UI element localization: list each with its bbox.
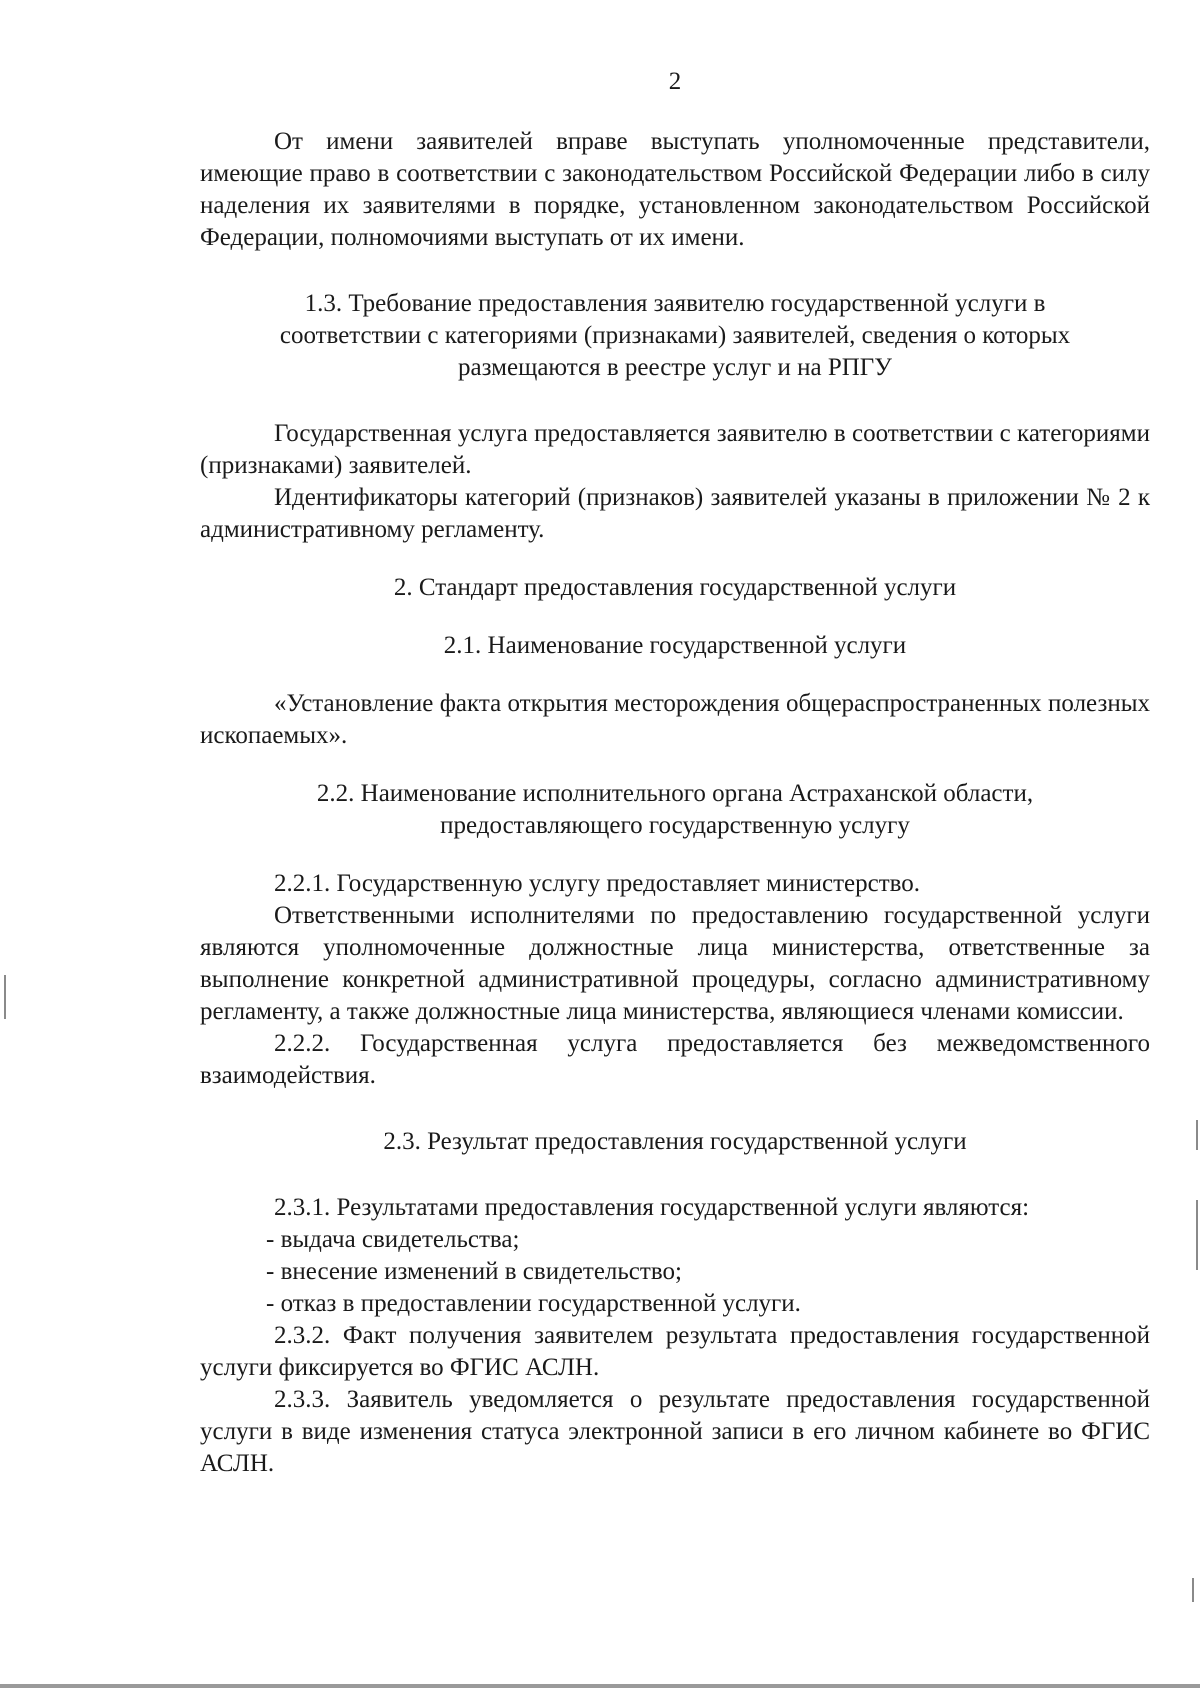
section-2-heading: 2. Стандарт предоставления государственной услуги — [393, 574, 957, 601]
section-2-1-heading: 2.1. Наименование государственной услуги — [443, 632, 907, 659]
section-2-1-paragraph: «Установление факта открытия месторождения общераспространенных полезных ископаемых». — [200, 690, 1150, 749]
section-1-3-heading-line-2: соответствии с категориями (признаками) заявителей, сведения о которых — [279, 322, 1071, 349]
section-2-3-paragraph-3: 2.3.3. Заявитель уведомляется о результате предоставления государственной услуги в виде изменения статуса электронной записи в его личном кабинете во ФГИС АСЛН. — [200, 1386, 1150, 1477]
section-1-3-heading-line-3: размещаются в реестре услуг и на РПГУ — [458, 354, 892, 381]
document-body — [200, 126, 1150, 1480]
list-item-amend-certificate: - внесение изменений в свидетельство; — [266, 1258, 682, 1285]
scan-edge-mark-left — [4, 975, 6, 1019]
section-2-3-paragraph-1: 2.3.1. Результатами предоставления государственной услуги являются: — [274, 1194, 1030, 1221]
section-2-2-heading-line-1: 2.2. Наименование исполнительного органа Астраханской области, — [316, 780, 1034, 807]
section-1-3-paragraph-1: Государственная услуга предоставляется заявителю в соответствии с категориями (признаками) заявителей. — [200, 420, 1150, 479]
section-2-2-heading — [200, 778, 1150, 842]
section-1-3-heading-line-1: 1.3. Требование предоставления заявителю государственной услуги в — [304, 290, 1046, 317]
section-2-2-paragraph-1: 2.2.1. Государственную услугу предоставляет министерство. — [274, 870, 921, 897]
scan-edge-mark-right-3 — [1192, 1578, 1194, 1602]
scan-bottom-edge — [0, 1684, 1200, 1688]
section-1-3-paragraph-2: Идентификаторы категорий (признаков) заявителей указаны в приложении № 2 к административному регламенту. — [200, 484, 1150, 543]
scan-edge-mark-right-1 — [1196, 1120, 1198, 1150]
section-2-2-paragraph-2: Ответственными исполнителями по предоставлению государственной услуги являются уполномоченные должностные лица министерства, ответственные за выполнение конкретной административной процедуры, согласно административному регламенту, а также должностные лица министерства, являющиеся членами комиссии. — [200, 902, 1150, 1025]
list-item-issue-certificate: - выдача свидетельства; — [266, 1226, 520, 1253]
section-2-2-paragraph-3: 2.2.2. Государственная услуга предоставляется без межведомственного взаимодействия. — [200, 1030, 1150, 1089]
intro-paragraph: От имени заявителей вправе выступать уполномоченные представители, имеющие право в соответствии с законодательством Российской Федерации либо в силу наделения их заявителями в порядке, установленном законодательством Российской Федерации, полномочиями выступать от их имени. — [200, 128, 1150, 251]
section-2-3-heading: 2.3. Результат предоставления государственной услуги — [383, 1128, 967, 1155]
section-2-3-paragraph-2: 2.3.2. Факт получения заявителем результата предоставления государственной услуги фиксируется во ФГИС АСЛН. — [200, 1322, 1150, 1381]
scan-edge-mark-right-2 — [1196, 1200, 1198, 1270]
section-2-2-heading-line-2: предоставляющего государственную услугу — [440, 812, 910, 839]
section-1-3-heading — [200, 288, 1150, 384]
page-number: 2 — [668, 68, 682, 95]
list-item-refusal: - отказ в предоставлении государственной услуги. — [266, 1290, 801, 1317]
